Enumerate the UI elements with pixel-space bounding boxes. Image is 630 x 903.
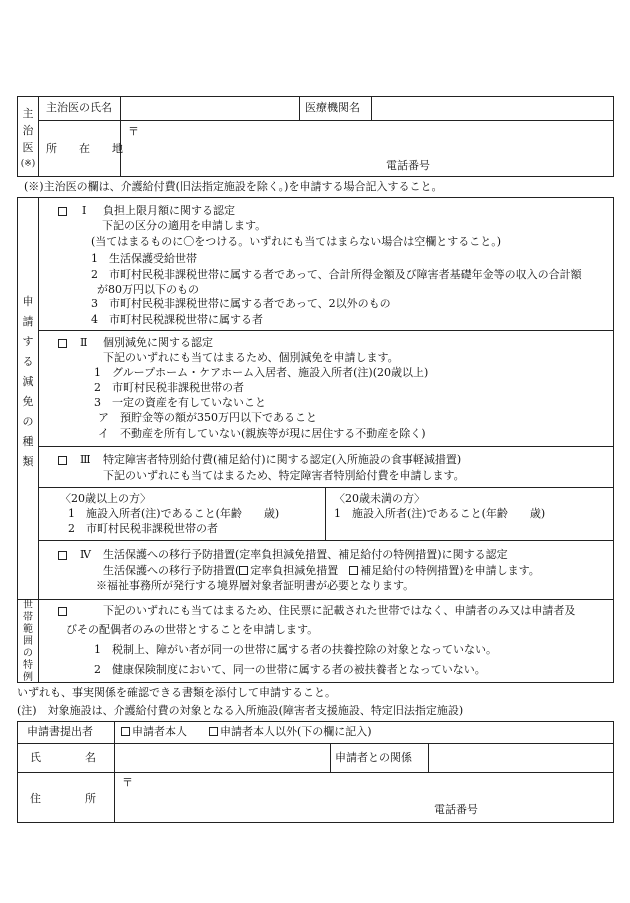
submitter-name-field[interactable] (115, 744, 329, 771)
supplementary-benefit-checkbox[interactable] (349, 566, 358, 575)
section-4-text: )を申請します。 (459, 564, 540, 577)
section-1-checkbox[interactable] (58, 207, 67, 216)
section-2-checkbox[interactable] (58, 339, 67, 348)
section-2-item: イ 不動産を所有していない(親族等が現に居住する不動産を除く) (98, 427, 426, 440)
submitter-other-checkbox[interactable] (209, 727, 218, 736)
section-1-item[interactable]: 2 市町村民税非課税世帯に属する者であって、合計所得金額及び障害者基礎年金等の収入の合計額 (91, 268, 582, 281)
section-4-num: Ⅳ (80, 548, 91, 561)
note-facilities: (注) 対象施設は、介護給付費の対象となる入所施設(障害者支援施設、特定旧法指定施設) (17, 704, 464, 717)
section-1-num: Ⅰ (82, 204, 87, 217)
submitter-label: 申請書提出者 (27, 725, 93, 738)
section-3-right-item[interactable]: 1 施設入所者(注)であること(年齢 歳) (334, 507, 546, 520)
relation-label: 申請者との関係 (335, 751, 412, 764)
section-3-left-item: 2 市町村民税非課税世帯の者 (68, 522, 218, 535)
household-text: 下記のいずれにも当てはまるため、住民票に記載された世帯ではなく、申請者のみ又は申請者及 (103, 604, 576, 617)
relation-field[interactable] (429, 744, 613, 771)
section-1-item[interactable]: 3 市町村民税非課税世帯に属する者であって、2以外のもの (91, 297, 391, 310)
section-4-text: 生活保護への移行予防措置( (103, 564, 240, 577)
note-documents: いずれも、事実関係を確認できる書類を添付して申請すること。 (17, 686, 336, 699)
section-3-title: 特定障害者特別給付費(補足給付)に関する認定(入所施設の食事軽減措置) (103, 453, 462, 466)
section-4-options (103, 564, 540, 578)
section-2-num: Ⅱ (80, 336, 88, 349)
submitter-options (121, 725, 372, 739)
submitter-self-label: 申請者本人 (132, 725, 187, 738)
doctor-side-label: 主 治 医 (※) (20, 107, 36, 169)
hospital-label: 医療機関名 (305, 101, 360, 114)
section-4-checkbox[interactable] (58, 551, 67, 560)
postal-mark: 〒 (128, 125, 139, 138)
household-text: びその配偶者のみの世帯とすることを申請します。 (66, 623, 319, 636)
section-1-item[interactable]: 4 市町村民税課税世帯に属する者 (91, 313, 263, 326)
doctor-address-label: 所 在 地 (46, 142, 123, 155)
household-item: 2 健康保険制度において、同一の世帯に属する者の被扶養者となっていない。 (94, 663, 486, 676)
household-side-label: 世 帯 範 囲 の 特 例 (23, 600, 33, 683)
section-2-text: 下記のいずれにも当てはまるため、個別減免を申請します。 (103, 351, 399, 364)
fixed-rate-reduction-label: 定率負担減免措置 (250, 564, 339, 577)
household-item: 1 税制上、障がい者が同一の世帯に属する者の扶養控除の対象となっていない。 (94, 643, 497, 656)
section-2-item: 1 グループホーム・ケアホーム入居者、施設入所者(注)(20歳以上) (94, 366, 429, 379)
submitter-name-label: 氏 名 (30, 751, 96, 764)
doctor-name-field[interactable] (121, 97, 298, 119)
household-checkbox[interactable] (58, 607, 67, 616)
section-2-item: 3 一定の資産を有していないこと (94, 396, 266, 409)
section-1-text: 下記の区分の適用を申請します。 (102, 219, 267, 232)
reduction-side-label: 申 請 す る 減 免 の 種 類 (22, 295, 34, 468)
section-2-title: 個別減免に関する認定 (103, 336, 213, 349)
section-4-note: ※福祉事務所が発行する境界層対象者証明書が必要となります。 (96, 579, 415, 592)
submitter-phone-label: 電話番号 (434, 803, 478, 816)
doctor-note: (※)主治医の欄は、介護給付費(旧法指定施設を除く。)を申請する場合記入すること。 (24, 180, 443, 193)
submitter-self-checkbox[interactable] (121, 727, 130, 736)
section-1-text: (当てはまるものに〇をつける。いずれにも当てはまらない場合は空欄とすること。) (91, 235, 502, 248)
section-4-title: 生活保護への移行予防措置(定率負担減免措置、補足給付の特例措置)に関する認定 (103, 548, 508, 561)
doctor-address-field[interactable] (121, 121, 613, 176)
section-3-left-head: 〈20歳以上の方〉 (60, 492, 151, 505)
doctor-phone-label: 電話番号 (386, 159, 430, 172)
doctor-name-label: 主治医の氏名 (46, 101, 112, 114)
section-1-item: が80万円以下のもの (97, 283, 199, 296)
section-3-right-head: 〈20歳未満の方〉 (334, 492, 425, 505)
section-3-checkbox[interactable] (58, 456, 67, 465)
submitter-other-label: 申請者本人以外(下の欄に記入) (220, 725, 372, 738)
section-1-item[interactable]: 1 生活保護受給世帯 (91, 252, 197, 265)
section-1-title: 負担上限月額に関する認定 (103, 204, 235, 217)
hospital-field[interactable] (372, 97, 613, 119)
section-2-item: 2 市町村民税非課税世帯の者 (94, 381, 244, 394)
submitter-postal-mark: 〒 (122, 776, 133, 789)
fixed-rate-reduction-checkbox[interactable] (239, 566, 248, 575)
section-3-left-item[interactable]: 1 施設入所者(注)であること(年齢 歳) (68, 507, 280, 520)
section-3-num: Ⅲ (80, 453, 91, 466)
submitter-address-field[interactable] (115, 773, 613, 822)
supplementary-benefit-label: 補足給付の特例措置 (360, 564, 460, 577)
submitter-address-label: 住 所 (30, 792, 96, 805)
section-3-text: 下記のいずれにも当てはまるため、特定障害者特別給付費を申請します。 (103, 469, 465, 482)
section-2-item: ア 預貯金等の額が350万円以下であること (98, 411, 317, 424)
